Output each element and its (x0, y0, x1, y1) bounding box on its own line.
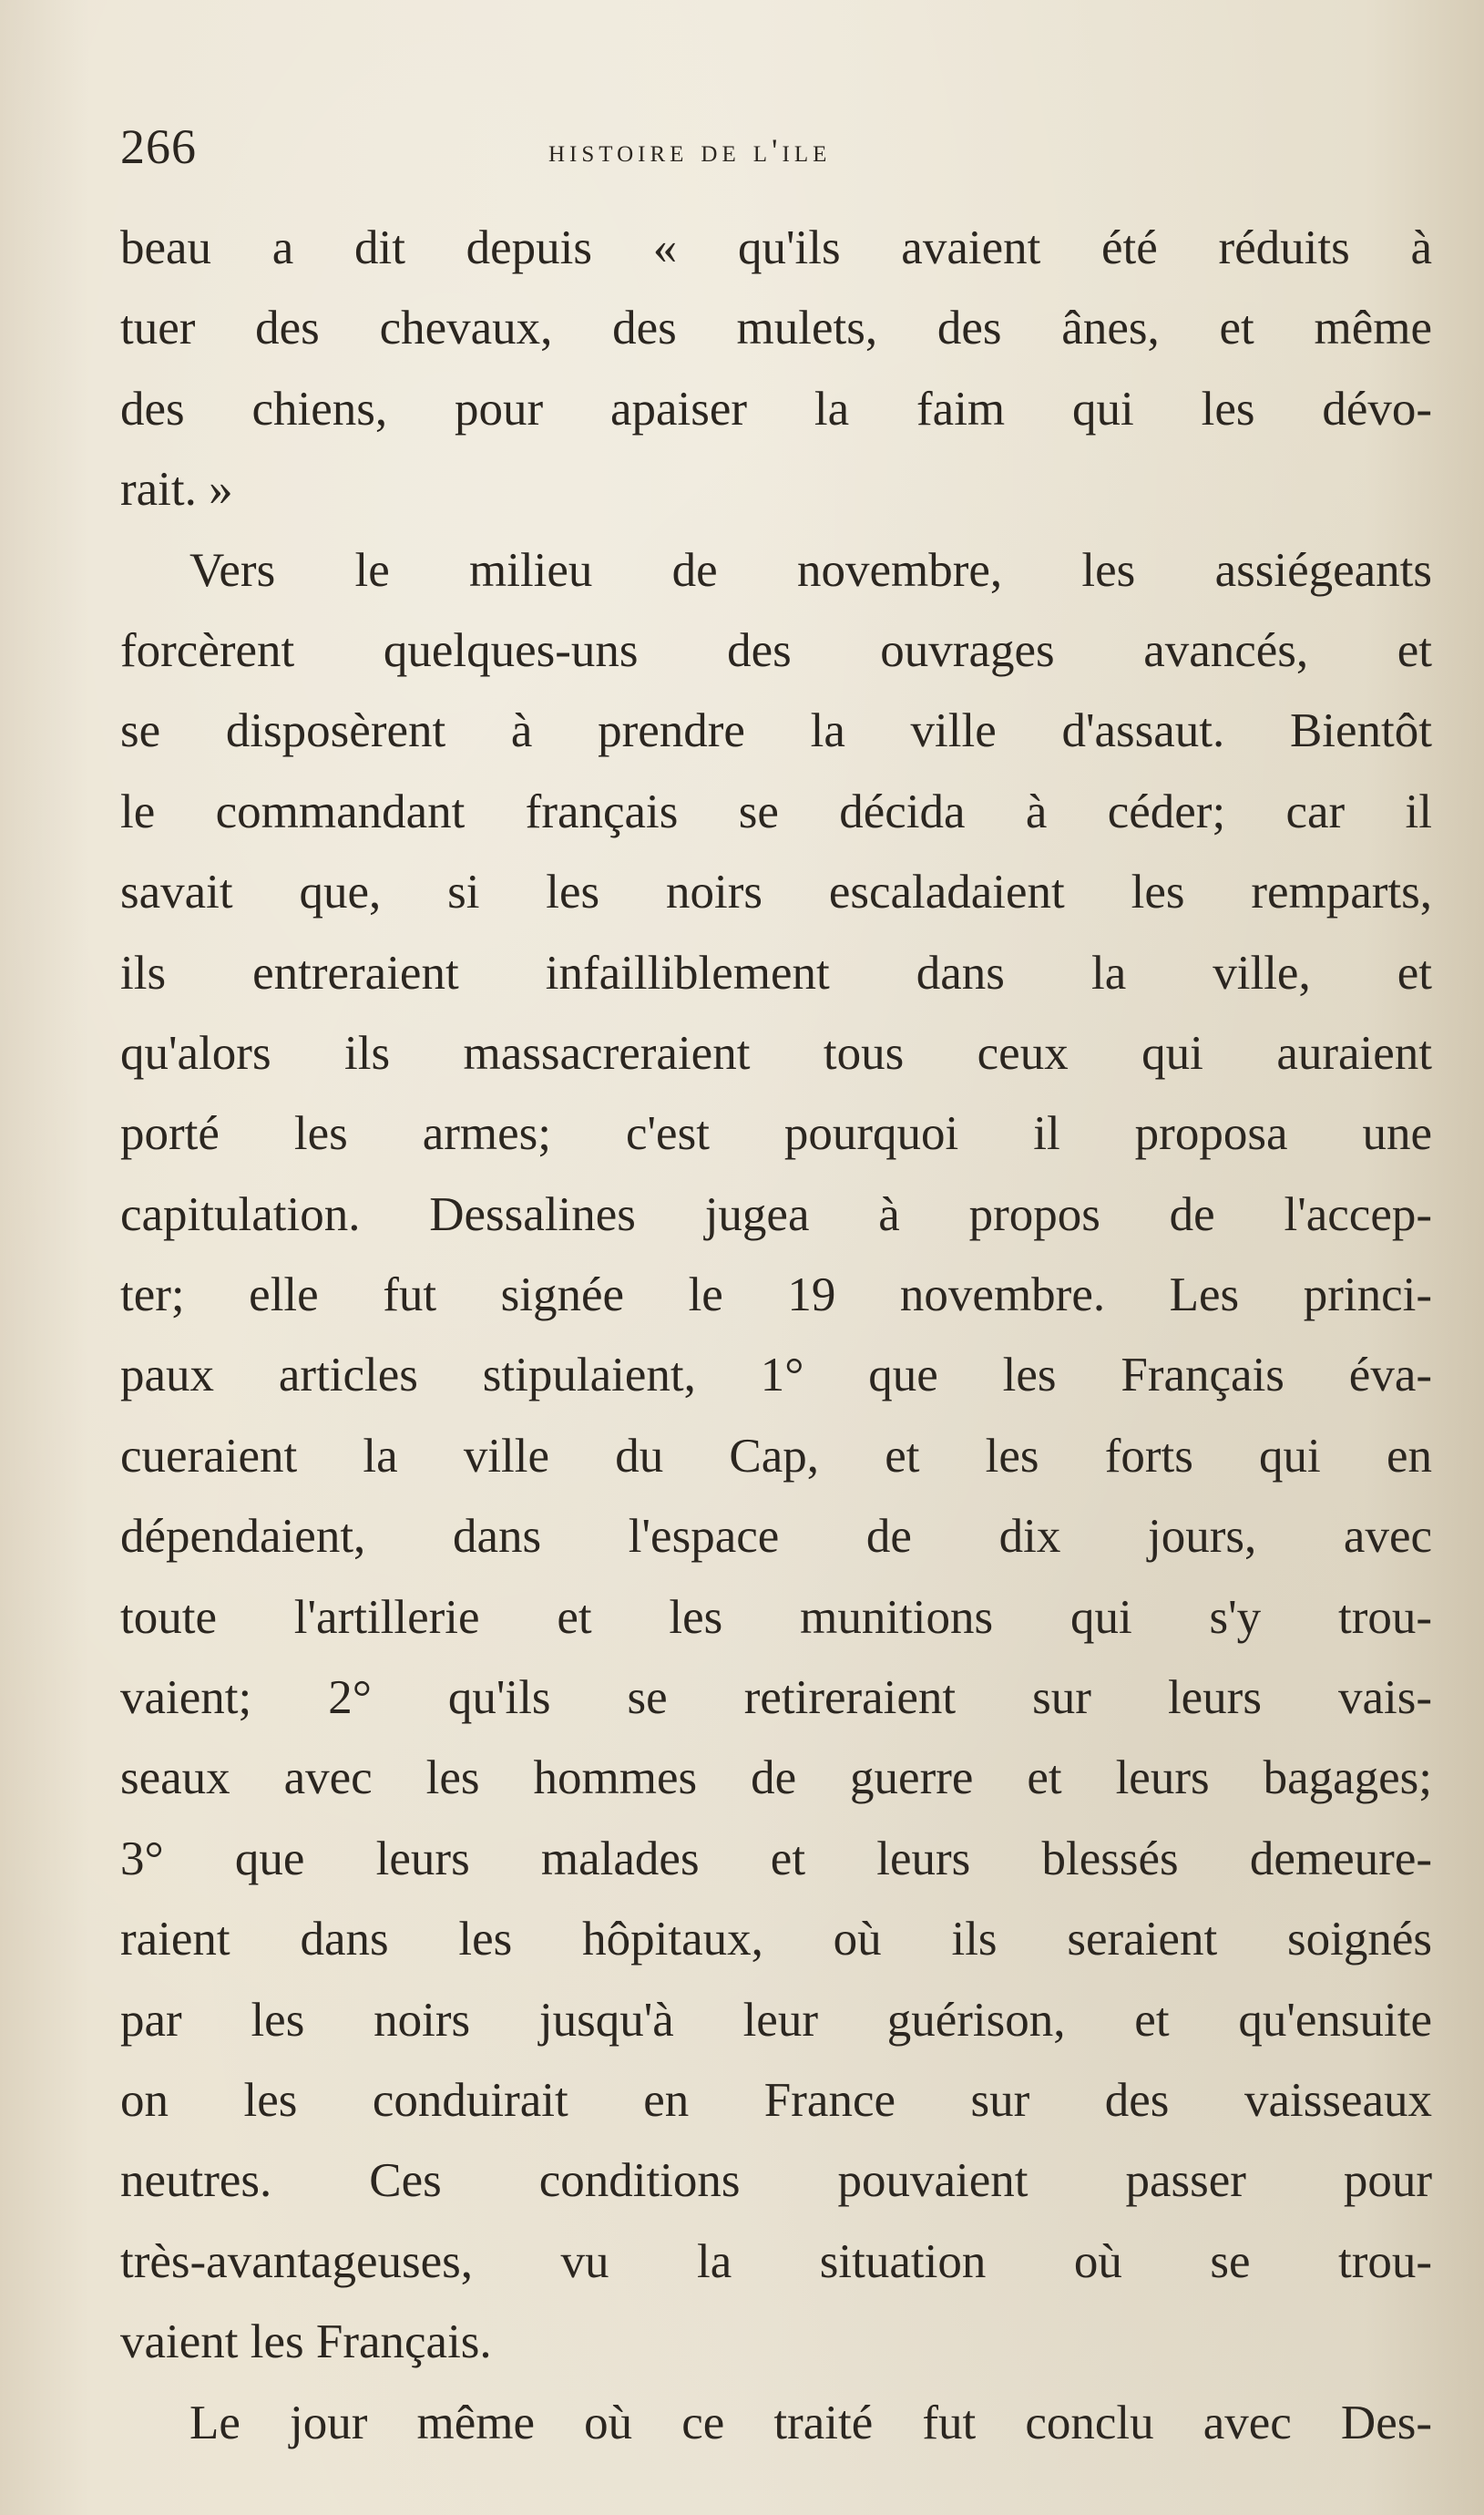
text-line: rait. » (120, 463, 233, 517)
text-line: neutres. Ces conditions pouvaient passer pour (120, 2154, 1432, 2208)
text-line: vaient les Français. (120, 2315, 492, 2369)
text-line: toute l'artillerie et les munitions qui s'y trou- (120, 1590, 1432, 1644)
text-line: qu'alors ils massacreraient tous ceux qui auraient (120, 1026, 1432, 1080)
text-line: ter; elle fut signée le 19 novembre. Les princi- (120, 1268, 1432, 1322)
text-line: vaient; 2° qu'ils se retireraient sur leurs vais- (120, 1671, 1432, 1725)
text-line: dépendaient, dans l'espace de dix jours, avec (120, 1510, 1432, 1564)
text-line: raient dans les hôpitaux, où ils seraient soignés (120, 1913, 1432, 1966)
running-title: histoire de l'ile (548, 132, 832, 169)
page-number: 266 (120, 119, 197, 174)
text-line: capitulation. Dessalines jugea à propos de l'accep- (120, 1187, 1432, 1241)
text-line: Le jour même où ce traité fut conclu avec Des- (189, 2396, 1432, 2449)
text-line: se disposèrent à prendre la ville d'assaut. Bientôt (120, 704, 1432, 758)
text-line: Vers le milieu de novembre, les assiégeants (189, 543, 1432, 597)
text-line: cueraient la ville du Cap, et les forts qui en (120, 1429, 1432, 1483)
text-line: savait que, si les noirs escaladaient les remparts, (120, 866, 1432, 919)
text-line: très-avantageuses, vu la situation où se trou- (120, 2234, 1432, 2288)
text-line: seaux avec les hommes de guerre et leurs bagages; (120, 1751, 1432, 1805)
text-line: tuer des chevaux, des mulets, des ânes, et même (120, 302, 1432, 355)
page-header (120, 118, 1432, 182)
text-line: le commandant français se décida à céder; car il (120, 785, 1432, 838)
text-line: forcèrent quelques-uns des ouvrages avancés, et (120, 623, 1432, 677)
text-line: paux articles stipulaient, 1° que les Français éva- (120, 1349, 1432, 1402)
text-line: beau a dit depuis « qu'ils avaient été réduits à (120, 221, 1432, 274)
text-line: 3° que leurs malades et leurs blessés demeure- (120, 1832, 1432, 1885)
text-line: ils entreraient infailliblement dans la ville, et (120, 946, 1432, 1000)
body-text (120, 208, 1432, 2463)
text-line: par les noirs jusqu'à leur guérison, et qu'ensuite (120, 1993, 1432, 2047)
text-line: porté les armes; c'est pourquoi il proposa une (120, 1107, 1432, 1161)
text-line: des chiens, pour apaiser la faim qui les dévo- (120, 382, 1432, 436)
text-line: on les conduirait en France sur des vaisseaux (120, 2073, 1432, 2127)
